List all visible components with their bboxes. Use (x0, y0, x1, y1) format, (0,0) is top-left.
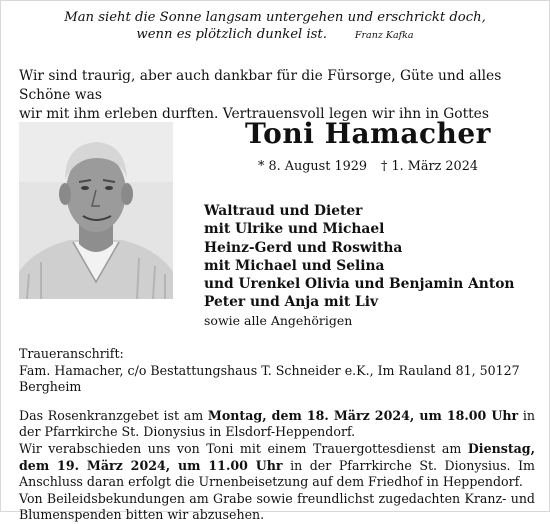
address-text: Fam. Hamacher, c/o Bestattungshaus T. Schneider e.K., Im Rauland 81, 50127 Bergheim (19, 362, 520, 395)
service-text-1: Wir verabschieden uns von Toni mit einem Trauergottesdienst am (19, 440, 468, 456)
mourner-line: Peter und Anja mit Liv (204, 294, 378, 311)
service-text-2: in der Pfarrkirche St. Dionysius. Im Anschluss daran erfolgt die Urnenbeisetzung auf dem Friedhof in Heppendorf. (19, 457, 535, 490)
rosary-paragraph (19, 408, 535, 441)
condolence-paragraph: Von Beileidsbekundungen am Grabe sowie freundlichst zugedachten Kranz- und Blumenspenden bitten wir abzusehen. (19, 490, 535, 523)
mourners-list (204, 202, 514, 330)
mourner-others: sowie alle Angehörigen (204, 312, 353, 328)
address-label: Traueranschrift: (19, 346, 124, 361)
quote-line-1: Man sieht die Sonne langsam untergehen und erschrickt doch, (64, 10, 486, 25)
mourner-line: Waltraud und Dieter (204, 203, 363, 219)
kafka-quote (1, 9, 549, 44)
intro-line-2: wir mit ihm erleben durften. Vertrauensvoll legen wir ihn in Gottes (19, 106, 489, 122)
birth-date: * 8. August 1929 (258, 159, 368, 174)
mourner-line: Heinz-Gerd und Roswitha (204, 239, 403, 256)
portrait-photo (19, 122, 173, 299)
deceased-name: Toni Hamacher (245, 117, 491, 150)
service-date: Dienstag, dem 19. März 2024, um 11.00 Uhr (19, 440, 535, 473)
quote-line-2-row (1, 26, 549, 44)
mourner-line: und Urenkel Olivia und Benjamin Anton (204, 276, 515, 293)
intro-line-1: Wir sind traurig, aber auch dankbar für die Fürsorge, Güte und alles Schöne was (19, 68, 502, 103)
service-paragraph (19, 441, 535, 491)
quote-line-2: wenn es plötzlich dunkel ist. (136, 27, 327, 42)
rosary-text-2: in der Pfarrkirche St. Dionysius in Elsdorf-Heppendorf. (19, 407, 535, 440)
rosary-text-1: Das Rosenkranzgebet ist am (19, 407, 208, 423)
quote-author: Franz Kafka (354, 30, 414, 41)
life-dates (187, 158, 549, 176)
rosary-date: Montag, dem 18. März 2024, um 18.00 Uhr (207, 407, 519, 423)
mourner-line: mit Michael und Selina (204, 257, 385, 274)
portrait-image (19, 122, 173, 299)
notice-body (19, 346, 535, 524)
mourner-line: mit Ulrike und Michael (204, 221, 385, 238)
death-date: † 1. März 2024 (381, 159, 478, 174)
